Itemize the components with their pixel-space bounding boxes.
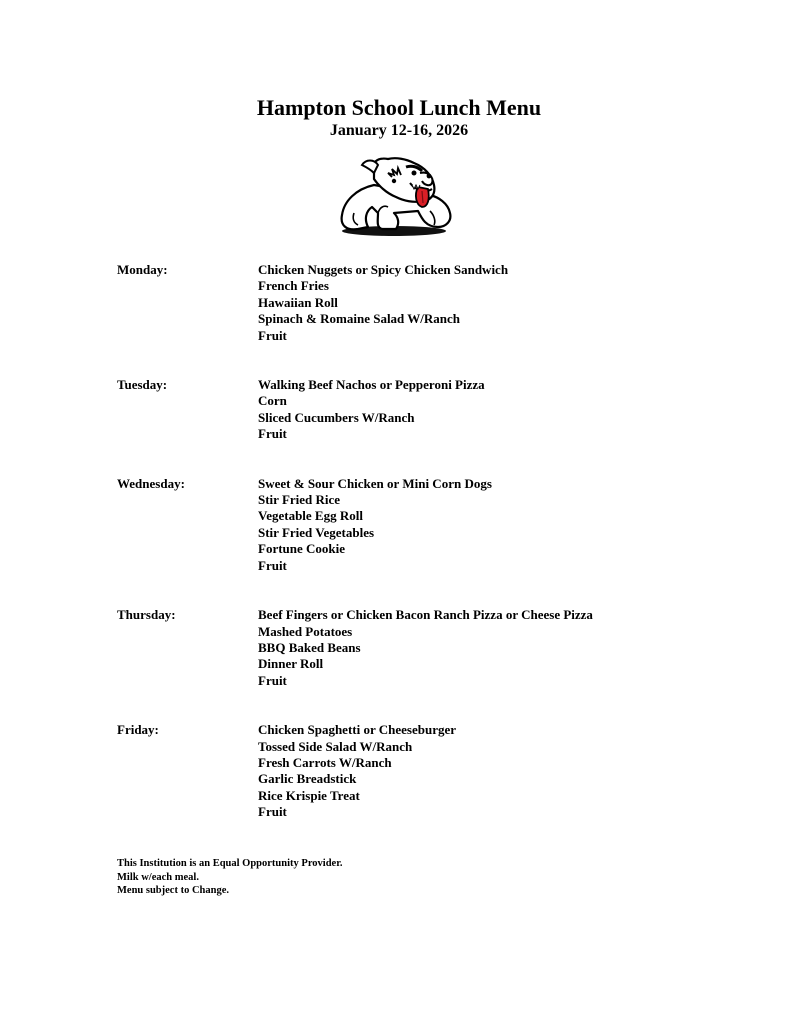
menu-item: Sliced Cucumbers W/Ranch: [258, 409, 415, 425]
menu-item: Garlic Breadstick: [258, 771, 357, 787]
footer-notes: [117, 857, 343, 898]
date-range: January 12-16, 2026: [329, 122, 469, 139]
menu-item: Tossed Side Salad W/Ranch: [258, 738, 413, 754]
day-label: Monday:: [117, 262, 168, 277]
footer-line: This Institution is an Equal Opportunity Provider.: [117, 858, 343, 869]
menu-item: Chicken Spaghetti or Cheeseburger: [258, 722, 457, 738]
day-items: [258, 476, 492, 574]
day-row-tuesday: [117, 377, 757, 443]
bulldog-mascot-icon: [334, 155, 460, 237]
day-row-friday: [117, 722, 757, 820]
menu-item: Walking Beef Nachos or Pepperoni Pizza: [258, 377, 485, 393]
page-title: Hampton School Lunch Menu: [256, 95, 542, 120]
day-items: [258, 262, 508, 344]
menu-item: Spinach & Romaine Salad W/Ranch: [258, 311, 461, 327]
day-row-wednesday: [117, 476, 757, 574]
menu-item: Hawaiian Roll: [258, 294, 338, 310]
day-items: [258, 607, 593, 689]
menu-item: Stir Fried Rice: [258, 492, 341, 508]
menu-item: Beef Fingers or Chicken Bacon Ranch Pizza or Cheese Pizza: [258, 607, 593, 623]
day-label: Thursday:: [117, 607, 176, 623]
menu-item: Corn: [258, 393, 287, 409]
menu-list: [117, 262, 757, 821]
day-items: [258, 377, 485, 443]
day-label: Tuesday:: [117, 377, 168, 393]
menu-item: Fruit: [258, 426, 287, 442]
menu-item: Fresh Carrots W/Ranch: [258, 754, 392, 770]
menu-item: Dinner Roll: [258, 656, 324, 672]
menu-item: Chicken Nuggets or Spicy Chicken Sandwich: [258, 262, 509, 277]
day-label: Wednesday:: [117, 475, 185, 491]
day-items: [258, 722, 456, 820]
menu-item: Fruit: [258, 804, 287, 820]
day-label: Friday:: [117, 722, 159, 738]
menu-item: French Fries: [258, 278, 329, 294]
menu-item: Sweet & Sour Chicken or Mini Corn Dogs: [258, 475, 492, 491]
menu-item: Mashed Potatoes: [258, 623, 353, 639]
menu-item: BBQ Baked Beans: [258, 639, 361, 655]
menu-item: Fruit: [258, 557, 287, 573]
menu-item: Fortune Cookie: [258, 541, 346, 557]
menu-item: Vegetable Egg Roll: [258, 508, 363, 524]
day-row-thursday: [117, 607, 757, 689]
menu-item: Fruit: [258, 672, 287, 688]
menu-item: Stir Fried Vegetables: [258, 524, 375, 540]
menu-item: Rice Krispie Treat: [258, 787, 360, 803]
footer-line: Milk w/each meal.: [117, 871, 199, 883]
footer-line: Menu subject to Change.: [117, 885, 229, 896]
menu-item: Fruit: [258, 327, 287, 343]
day-row-monday: [117, 262, 757, 344]
